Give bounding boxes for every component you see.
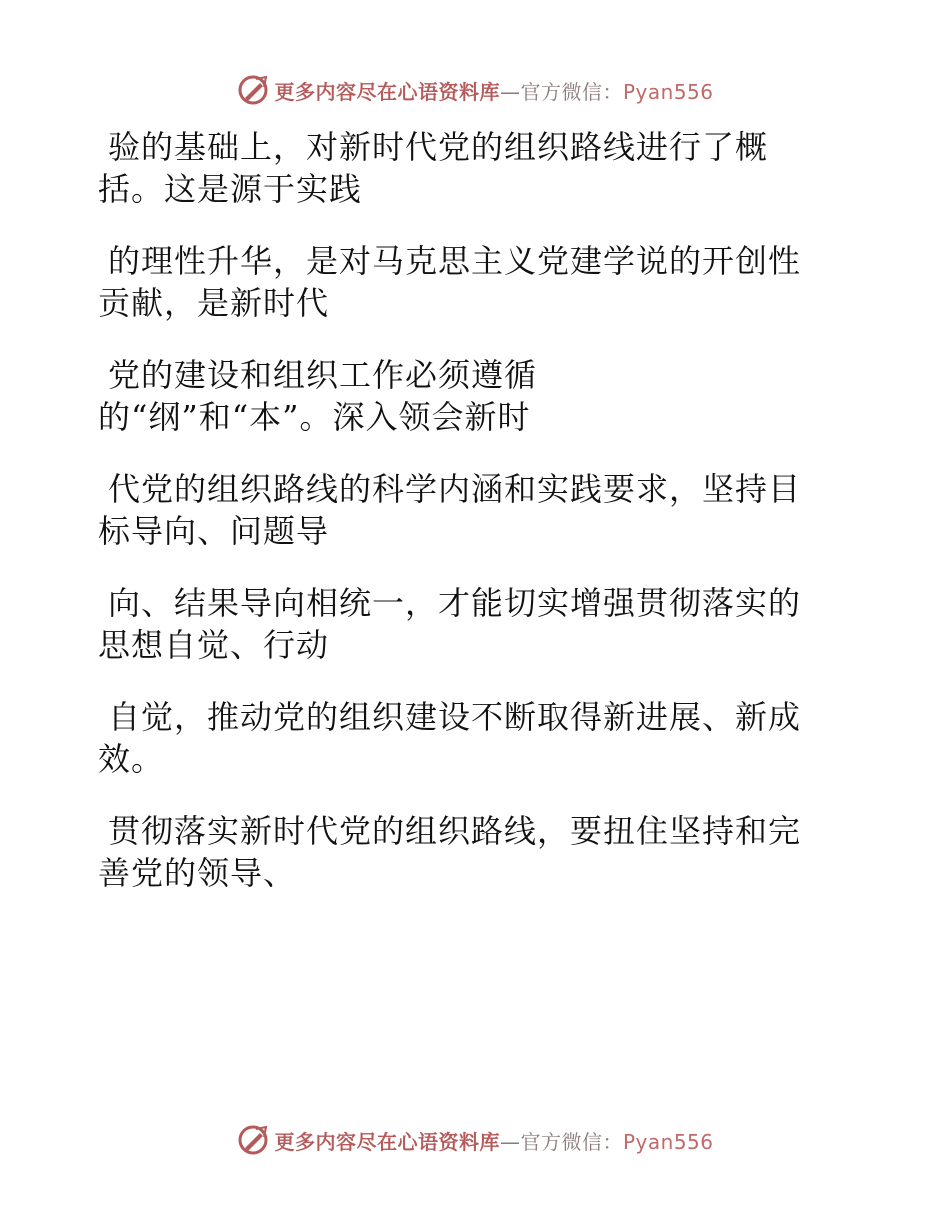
paragraph xyxy=(98,696,838,780)
paragraph xyxy=(98,354,838,438)
text-line: 自觉，推动党的组织建设不断取得新进展、新成 xyxy=(108,698,802,736)
text-line: 贡献，是新时代 xyxy=(98,284,330,322)
watermark-text xyxy=(274,76,713,105)
text-line: 效。 xyxy=(98,740,165,778)
text-line: 向、结果导向相统一，才能切实增强贯彻落实的 xyxy=(108,584,802,622)
watermark-dash: — xyxy=(499,79,521,104)
text-line: 善党的领导、 xyxy=(98,854,297,892)
text-line: 的理性升华，是对马克思主义党建学说的开创性 xyxy=(108,242,802,280)
watermark-wechat-label: 官方微信： xyxy=(520,1129,623,1154)
paragraph xyxy=(98,810,838,894)
text-line: 括。这是源于实践 xyxy=(98,170,363,208)
watermark-wechat-label: 官方微信： xyxy=(520,79,623,104)
pen-seal-icon xyxy=(236,1123,270,1157)
watermark-wechat-id: Pyan556 xyxy=(622,1129,714,1154)
watermark-main-text: 更多内容尽在心语资料库 xyxy=(274,1129,500,1154)
watermark-text xyxy=(274,1126,713,1155)
paragraph xyxy=(98,582,838,666)
watermark-main-text: 更多内容尽在心语资料库 xyxy=(274,79,500,104)
text-line: 贯彻落实新时代党的组织路线，要扭住坚持和完 xyxy=(108,812,802,850)
watermark-dash: — xyxy=(499,1129,521,1154)
text-line: 的“纲”和“本”。深入领会新时 xyxy=(98,398,531,436)
document-body xyxy=(98,126,838,924)
text-line: 党的建设和组织工作必须遵循 xyxy=(108,356,538,394)
text-line: 思想自觉、行动 xyxy=(98,626,330,664)
paragraph xyxy=(98,468,838,552)
text-line: 标导向、问题导 xyxy=(98,512,330,550)
paragraph xyxy=(98,240,838,324)
watermark-wechat-id: Pyan556 xyxy=(622,79,714,104)
text-line: 验的基础上，对新时代党的组织路线进行了概 xyxy=(108,128,769,166)
pen-seal-icon xyxy=(236,73,270,107)
paragraph xyxy=(98,126,838,210)
text-line: 代党的组织路线的科学内涵和实践要求，坚持目 xyxy=(108,470,802,508)
header-watermark xyxy=(0,70,950,110)
footer-watermark xyxy=(0,1120,950,1160)
